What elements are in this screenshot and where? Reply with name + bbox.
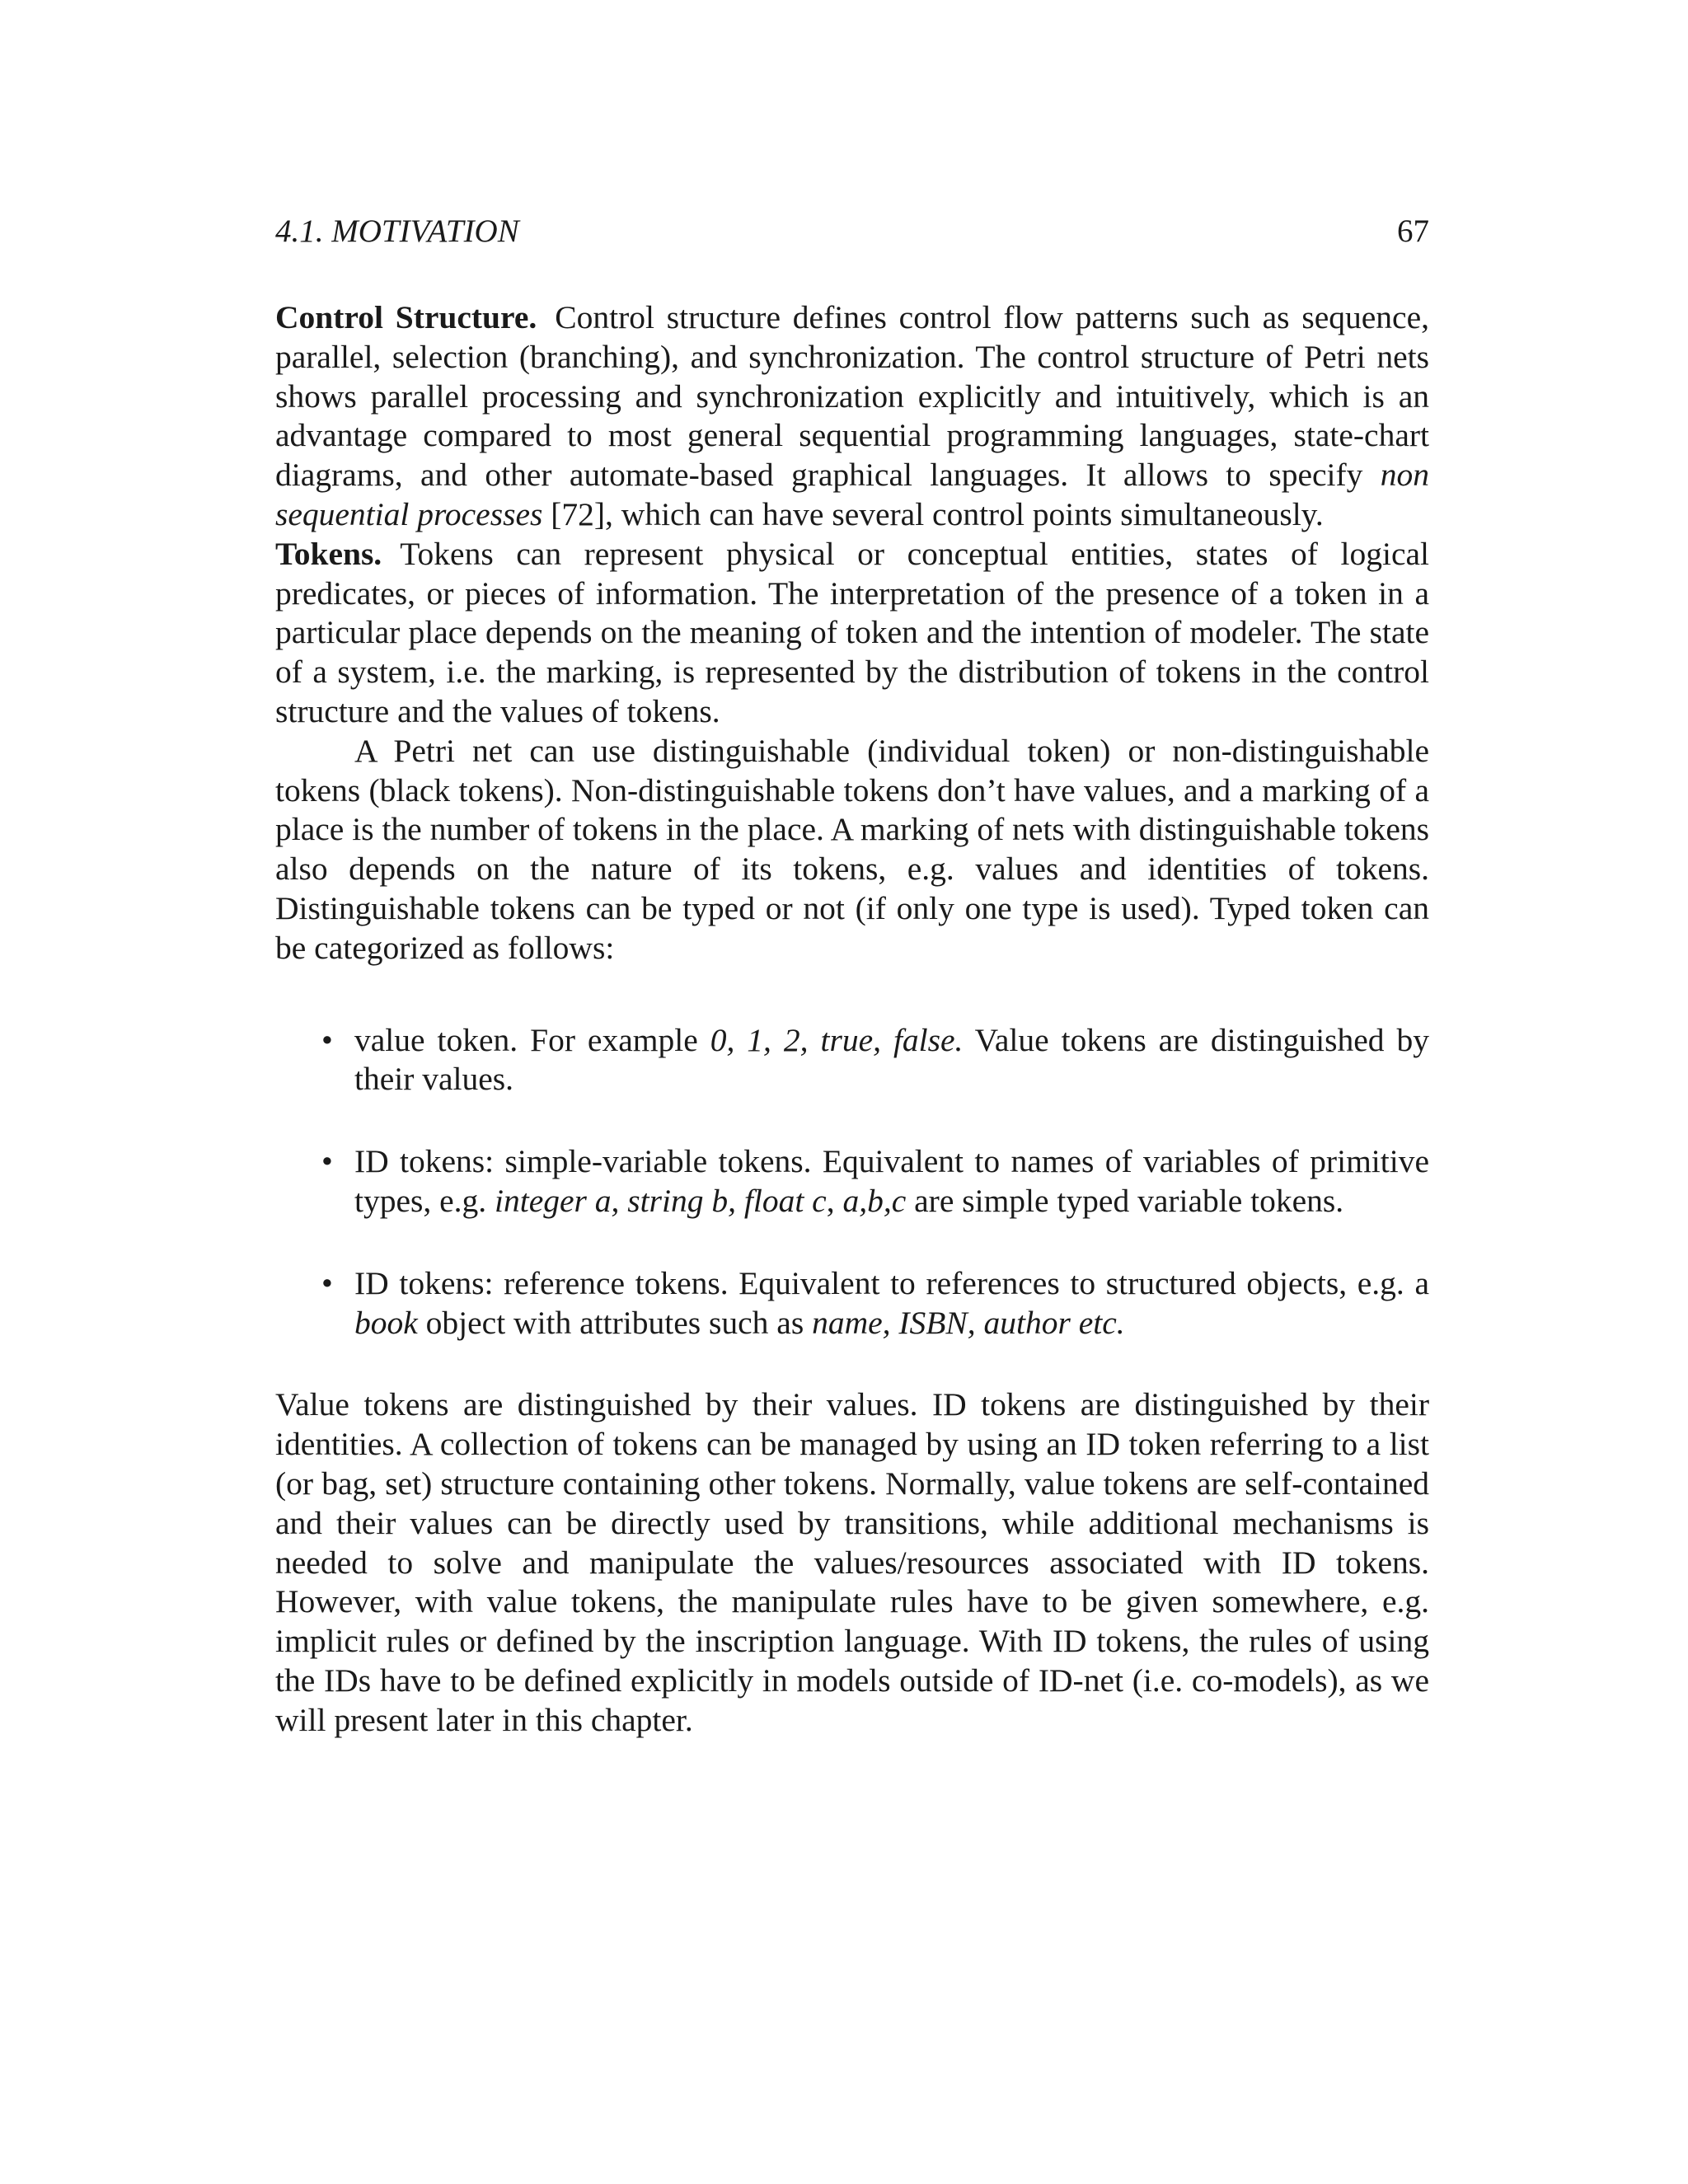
paragraph-tokens [275, 535, 1429, 732]
text-segment: ID tokens: reference tokens. Equivalent to references to structured objects, e.g. a [354, 1264, 1429, 1301]
paragraph-petri-net: A Petri net can use distinguishable (individual token) or non-distinguishable tokens (black tokens). Non-distinguishable tokens don’t have values, and a marking of a place is the number of tokens in the place. A marking of nets with distinguishable tokens also depends on the nature of its tokens, e.g. values and identities of tokens. Distinguishable tokens can be typed or not (if only one type is used). Typed token can be categorized as follows: [275, 732, 1429, 966]
emphasis-text: name, ISBN, author etc. [812, 1304, 1125, 1341]
heading-tokens: Tokens. [275, 535, 382, 572]
text-segment: value token. For example [354, 1021, 710, 1058]
bullet-icon: • [321, 1264, 333, 1301]
token-type-list [275, 1021, 1429, 1343]
paragraph-value-tokens: Value tokens are distinguished by their values. ID tokens are distinguished by their identities. A collection of tokens can be managed by using an ID token referring to a list (or bag, set) structure containing other tokens. Normally, value tokens are self-contained and their values can be directly used by transitions, while additional mechanisms is needed to solve and manipulate the values/resources associated with ID tokens. However, with value tokens, the manipulate rules have to be given somewhere, e.g. implicit rules or defined by the inscription language. With ID tokens, the rules of using the IDs have to be defined explicitly in models outside of ID-net (i.e. co-models), as we will present later in this chapter. [275, 1386, 1429, 1738]
bullet-icon: • [321, 1021, 333, 1058]
list-item [275, 1142, 1429, 1221]
list-item [275, 1264, 1429, 1343]
section-title: 4.1. MOTIVATION [275, 213, 519, 249]
page-number: 67 [1397, 213, 1429, 249]
text-segment: object with attributes such as [417, 1304, 813, 1341]
running-header [275, 213, 1429, 254]
emphasis-text: a,b,c [842, 1182, 907, 1219]
text-segment: , [826, 1182, 843, 1219]
emphasis-text: integer a, string b, float c [495, 1182, 827, 1219]
bullet-icon: • [321, 1143, 333, 1180]
list-item [275, 1021, 1429, 1100]
text-segment: Value tokens are distinguished by their values. [354, 1021, 1429, 1098]
text-segment: Tokens can represent physical or conceptual entities, states of logical predicates, or pieces of information. The interpretation of the presence of a token in a particular place depends on the meaning of token and the intention of modeler. The state of a system, i.e. the marking, is represented by the distribution of tokens in the control structure and the values of tokens. [275, 535, 1429, 729]
emphasis-text: 0, 1, 2, true, false. [710, 1021, 964, 1058]
paragraph-control-structure [275, 298, 1429, 535]
text-segment: [72], which can have several control points simultaneously. [542, 495, 1324, 532]
emphasis-text: book [354, 1304, 418, 1341]
emphasis-text: non sequential processes [275, 457, 1429, 532]
text-segment: are simple typed variable tokens. [906, 1182, 1344, 1219]
text-segment: ID tokens: simple-variable tokens. Equivalent to names of variables of primitive types, e.g. [354, 1143, 1429, 1219]
body-text [275, 298, 1429, 1741]
text-segment: Control structure defines control flow patterns such as sequence, parallel, selection (branching), and synchronization. The control structure of Petri nets shows parallel processing and synchronization explicitly and intuitively, which is an advantage compared to most general sequential programming languages, state-chart diagrams, and other automate-based graphical languages. It allows to specify [275, 299, 1429, 494]
heading-control-structure: Control Structure. [275, 299, 537, 335]
